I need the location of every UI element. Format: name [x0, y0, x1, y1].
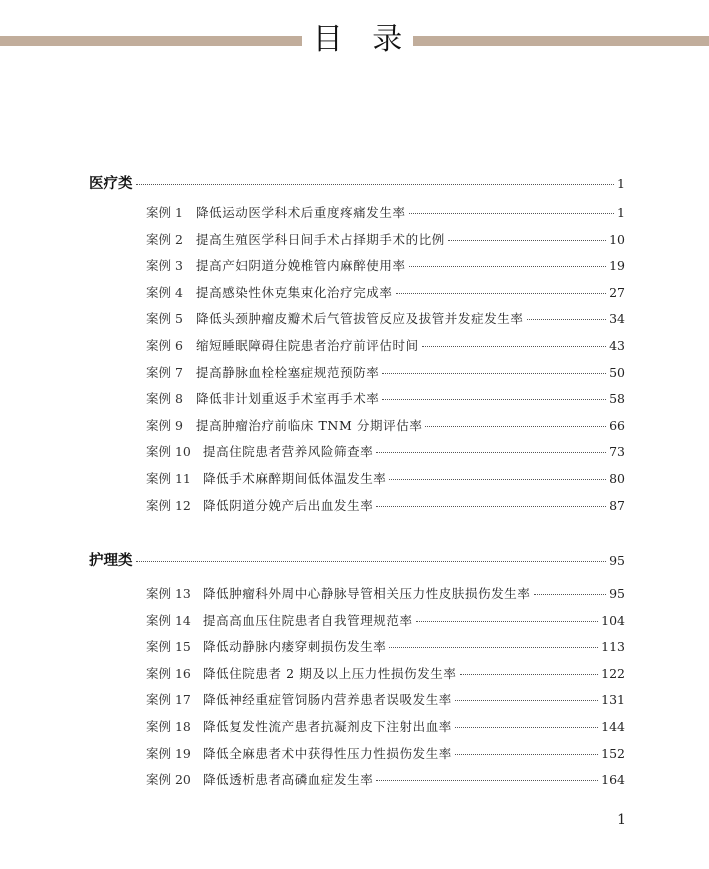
toc-entry-row[interactable] [146, 416, 625, 436]
toc-section-page: 95 [609, 553, 625, 568]
dot-leader [376, 452, 606, 453]
toc-entry-title: 提高肿瘤治疗前临床 TNM 分期评估率 [196, 418, 423, 433]
toc-entry-page: 34 [609, 311, 625, 326]
toc-entry-title: 提高静脉血栓栓塞症规范预防率 [196, 365, 380, 380]
toc-entry-number: 案例 8 [146, 391, 183, 406]
toc-entry-number: 案例 7 [146, 365, 183, 380]
toc-entry-row[interactable] [146, 283, 625, 303]
toc-entry-page: 144 [601, 719, 625, 734]
dot-leader [136, 561, 607, 562]
page-title: 目 录 [312, 22, 413, 57]
toc-entry-page: 95 [609, 586, 625, 601]
toc-entry-row[interactable] [146, 770, 625, 790]
toc-entry-row[interactable] [146, 637, 625, 657]
dot-leader [409, 266, 606, 267]
toc-entry-number: 案例 17 [146, 692, 191, 707]
toc-entry-title: 提高住院患者营养风险筛查率 [203, 444, 374, 459]
toc-section-title: 护理类 [89, 553, 133, 569]
toc-entry-page: 73 [609, 444, 625, 459]
dot-leader [376, 506, 606, 507]
toc-entry-number: 案例 20 [146, 772, 191, 787]
dot-leader [396, 293, 607, 294]
toc-entry-title: 降低阴道分娩产后出血发生率 [203, 498, 374, 513]
toc-entry-row[interactable] [146, 690, 625, 710]
dot-leader [416, 621, 599, 622]
toc-section-title: 医疗类 [89, 176, 133, 192]
toc-section-page: 1 [617, 176, 625, 191]
toc-entry-page: 104 [601, 613, 625, 628]
toc-entry-number: 案例 11 [146, 471, 191, 486]
toc-entry-title: 降低神经重症管饲肠内营养患者误吸发生率 [203, 692, 452, 707]
toc-entry-page: 27 [609, 285, 625, 300]
toc-entry-page: 1 [617, 205, 625, 220]
toc-entry-number: 案例 10 [146, 444, 191, 459]
dot-leader [389, 647, 598, 648]
toc-entry-row[interactable] [146, 203, 625, 223]
toc-entry-number: 案例 12 [146, 498, 191, 513]
toc-entry-title: 降低头颈肿瘤皮瓣术后气管拔管反应及拔管并发症发生率 [196, 311, 524, 326]
toc-entry-title: 降低全麻患者术中获得性压力性损伤发生率 [203, 746, 452, 761]
toc-entry-title: 降低非计划重返手术室再手术率 [196, 391, 380, 406]
header-bar-left [0, 36, 302, 46]
dot-leader [389, 479, 606, 480]
toc-entry-number: 案例 5 [146, 311, 183, 326]
toc-entry-page: 152 [601, 746, 625, 761]
toc-entry-number: 案例 9 [146, 418, 183, 433]
toc-entry-row[interactable] [146, 584, 625, 604]
toc-entry-title: 提高生殖医学科日间手术占择期手术的比例 [196, 232, 445, 247]
dot-leader [455, 754, 598, 755]
toc-entry-number: 案例 14 [146, 613, 191, 628]
toc-entry-page: 66 [609, 418, 625, 433]
toc-entry-page: 10 [609, 232, 625, 247]
toc-entry-page: 50 [609, 365, 625, 380]
toc-entry-page: 131 [601, 692, 625, 707]
dot-leader [448, 240, 606, 241]
toc-entry-number: 案例 4 [146, 285, 183, 300]
toc-entry-title: 提高感染性休克集束化治疗完成率 [196, 285, 393, 300]
toc-entry-number: 案例 13 [146, 586, 191, 601]
toc-entry-number: 案例 3 [146, 258, 183, 273]
toc-entry-title: 降低动静脉内瘘穿刺损伤发生率 [203, 639, 387, 654]
toc-entry-row[interactable] [146, 256, 625, 276]
toc-entry-number: 案例 15 [146, 639, 191, 654]
toc-entry-title: 降低运动医学科术后重度疼痛发生率 [196, 205, 406, 220]
toc-entry-number: 案例 6 [146, 338, 183, 353]
toc-entry-page: 19 [609, 258, 625, 273]
toc-entry-page: 164 [601, 772, 625, 787]
toc-entry-page: 58 [609, 391, 625, 406]
toc-entry-row[interactable] [146, 496, 625, 516]
dot-leader [527, 319, 607, 320]
toc-entry-row[interactable] [146, 389, 625, 409]
page-header [0, 0, 709, 70]
toc-section-row[interactable] [89, 172, 625, 194]
toc-entry-row[interactable] [146, 363, 625, 383]
toc-entry-page: 43 [609, 338, 625, 353]
toc-entry-row[interactable] [146, 309, 625, 329]
dot-leader [455, 727, 598, 728]
toc-entry-title: 提高高血压住院患者自我管理规范率 [203, 613, 413, 628]
dot-leader [534, 594, 607, 595]
dot-leader [382, 373, 606, 374]
toc-entry-number: 案例 16 [146, 666, 191, 681]
toc-entry-row[interactable] [146, 230, 625, 250]
dot-leader [460, 674, 599, 675]
toc-entry-number: 案例 1 [146, 205, 183, 220]
toc-entry-title: 降低住院患者 2 期及以上压力性损伤发生率 [203, 666, 457, 681]
toc-entry-title: 缩短睡眠障碍住院患者治疗前评估时间 [196, 338, 419, 353]
toc-entry-title: 降低肿瘤科外周中心静脉导管相关压力性皮肤损伤发生率 [203, 586, 531, 601]
dot-leader [376, 780, 598, 781]
toc-entry-row[interactable] [146, 744, 625, 764]
toc-entry-number: 案例 2 [146, 232, 183, 247]
toc-entry-row[interactable] [146, 336, 625, 356]
toc-entry-title: 提高产妇阴道分娩椎管内麻醉使用率 [196, 258, 406, 273]
toc-entry-row[interactable] [146, 717, 625, 737]
toc-entry-title: 降低透析患者高磷血症发生率 [203, 772, 374, 787]
toc-entry-title: 降低复发性流产患者抗凝剂皮下注射出血率 [203, 719, 452, 734]
toc-entry-number: 案例 19 [146, 746, 191, 761]
toc-entry-page: 122 [601, 666, 625, 681]
toc-entry-row[interactable] [146, 664, 625, 684]
dot-leader [425, 426, 606, 427]
dot-leader [455, 700, 598, 701]
footer-page-number: 1 [617, 812, 626, 828]
toc-entry-title: 降低手术麻醉期间低体温发生率 [203, 471, 387, 486]
toc-entry-row[interactable] [146, 442, 625, 462]
toc-entry-page: 80 [609, 471, 625, 486]
dot-leader [136, 184, 615, 185]
dot-leader [422, 346, 606, 347]
header-bar-right [413, 36, 709, 46]
toc-entry-row[interactable] [146, 469, 625, 489]
toc-section-row[interactable] [89, 549, 625, 571]
toc-entry-page: 87 [609, 498, 625, 513]
toc-entry-number: 案例 18 [146, 719, 191, 734]
toc-entry-page: 113 [601, 639, 625, 654]
dot-leader [382, 399, 606, 400]
dot-leader [409, 213, 614, 214]
toc-entry-row[interactable] [146, 611, 625, 631]
